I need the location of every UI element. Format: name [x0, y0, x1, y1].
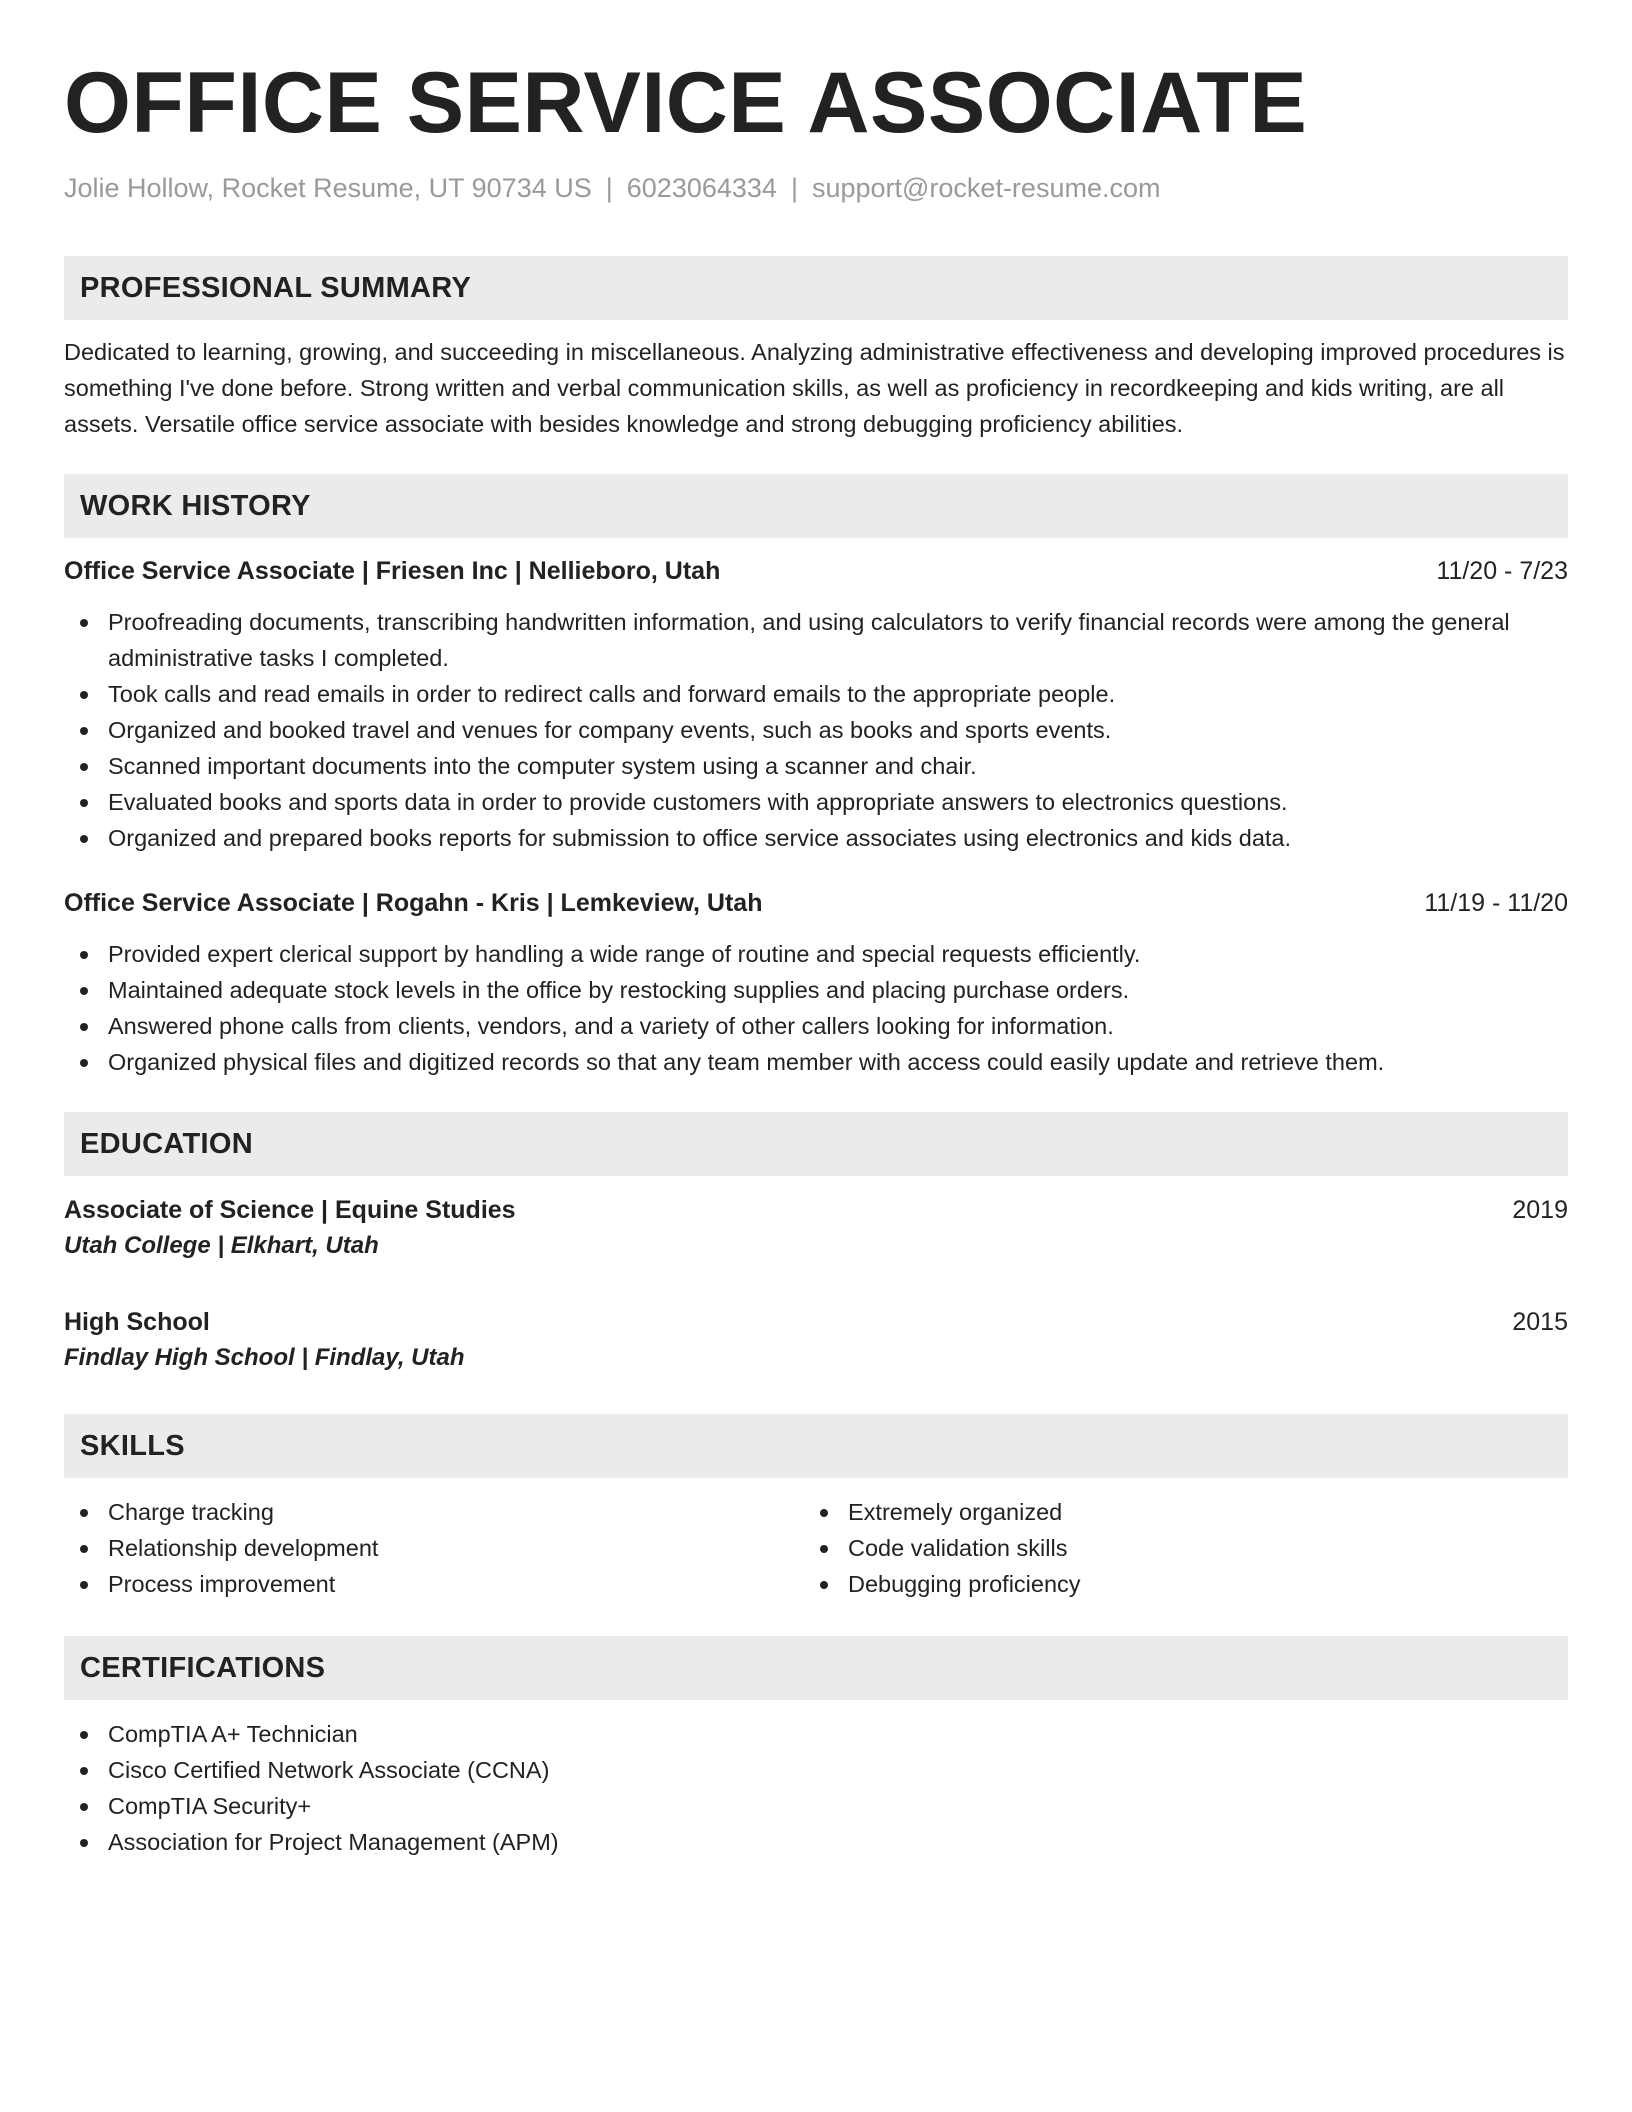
contact-line — [64, 172, 1568, 204]
skills-list-right — [804, 1494, 1544, 1602]
section-header-skills: SKILLS — [64, 1414, 1568, 1478]
skills-columns — [64, 1494, 1568, 1602]
job-bullet: Organized and booked travel and venues for company events, such as books and sports events. — [64, 712, 1568, 748]
job-bullet: Scanned important documents into the computer system using a scanner and chair. — [64, 748, 1568, 784]
education-entry — [64, 1192, 1568, 1264]
job-bullet: Proofreading documents, transcribing handwritten information, and using calculators to verify financial records were among the general administrative tasks I completed. — [64, 604, 1568, 676]
certifications-list — [64, 1716, 1568, 1860]
certification-item: Association for Project Management (APM) — [64, 1824, 1568, 1860]
education-header — [64, 1192, 1568, 1228]
job-entry — [64, 554, 1568, 856]
job-bullet: Answered phone calls from clients, vendors, and a variety of other callers looking for information. — [64, 1008, 1568, 1044]
job-bullet: Maintained adequate stock levels in the office by restocking supplies and placing purchase orders. — [64, 972, 1568, 1008]
contact-address: Jolie Hollow, Rocket Resume, UT 90734 US — [64, 173, 592, 203]
education-degree: Associate of Science | Equine Studies — [64, 1196, 516, 1225]
skill-item: Debugging proficiency — [804, 1566, 1544, 1602]
skill-item: Charge tracking — [64, 1494, 804, 1530]
education-school: Findlay High School | Findlay, Utah — [64, 1344, 465, 1372]
job-title: Office Service Associate | Friesen Inc | Nellieboro, Utah — [64, 557, 721, 586]
contact-separator: | — [790, 173, 798, 203]
job-bullet-list — [64, 604, 1568, 856]
job-bullet-list — [64, 936, 1568, 1080]
education-school: Utah College | Elkhart, Utah — [64, 1232, 379, 1260]
section-header-work-history: WORK HISTORY — [64, 474, 1568, 538]
job-header — [64, 886, 1568, 920]
job-bullet: Provided expert clerical support by handling a wide range of routine and special requests efficiently. — [64, 936, 1568, 972]
job-bullet: Organized physical files and digitized records so that any team member with access could easily update and retrieve them. — [64, 1044, 1568, 1080]
job-dates: 11/20 - 7/23 — [1436, 557, 1568, 586]
job-header — [64, 554, 1568, 588]
education-entry — [64, 1304, 1568, 1376]
section-header-education: EDUCATION — [64, 1112, 1568, 1176]
summary-text: Dedicated to learning, growing, and succeeding in miscellaneous. Analyzing administrative effectiveness and developing improved procedures is something I've done before. Strong written and verbal communication skills, as well as proficiency in recordkeeping and kids writing, are all assets. Versatile office service associate with besides knowledge and strong debugging proficiency abilities. — [64, 339, 1565, 438]
job-bullet: Took calls and read emails in order to redirect calls and forward emails to the appropriate people. — [64, 676, 1568, 712]
contact-phone: 6023064334 — [626, 173, 777, 203]
education-year: 2019 — [1512, 1196, 1568, 1225]
certification-item: Cisco Certified Network Associate (CCNA) — [64, 1752, 1568, 1788]
certification-item: CompTIA Security+ — [64, 1788, 1568, 1824]
contact-separator: | — [605, 173, 613, 203]
skill-item: Code validation skills — [804, 1530, 1544, 1566]
skills-list-left — [64, 1494, 804, 1602]
skill-item: Relationship development — [64, 1530, 804, 1566]
job-entry — [64, 886, 1568, 1080]
skill-item: Process improvement — [64, 1566, 804, 1602]
job-bullet: Evaluated books and sports data in order to provide customers with appropriate answers to electronics questions. — [64, 784, 1568, 820]
job-bullet: Organized and prepared books reports for submission to office service associates using electronics and kids data. — [64, 820, 1568, 856]
section-header-certifications: CERTIFICATIONS — [64, 1636, 1568, 1700]
resume-title: OFFICE SERVICE ASSOCIATE — [64, 55, 1308, 151]
education-year: 2015 — [1512, 1308, 1568, 1337]
job-dates: 11/19 - 11/20 — [1424, 889, 1568, 918]
education-header — [64, 1304, 1568, 1340]
contact-email: support@rocket-resume.com — [811, 173, 1161, 203]
section-header-summary: PROFESSIONAL SUMMARY — [64, 256, 1568, 320]
certification-item: CompTIA A+ Technician — [64, 1716, 1568, 1752]
education-degree: High School — [64, 1308, 210, 1337]
skill-item: Extremely organized — [804, 1494, 1544, 1530]
job-title: Office Service Associate | Rogahn - Kris | Lemkeview, Utah — [64, 889, 763, 918]
